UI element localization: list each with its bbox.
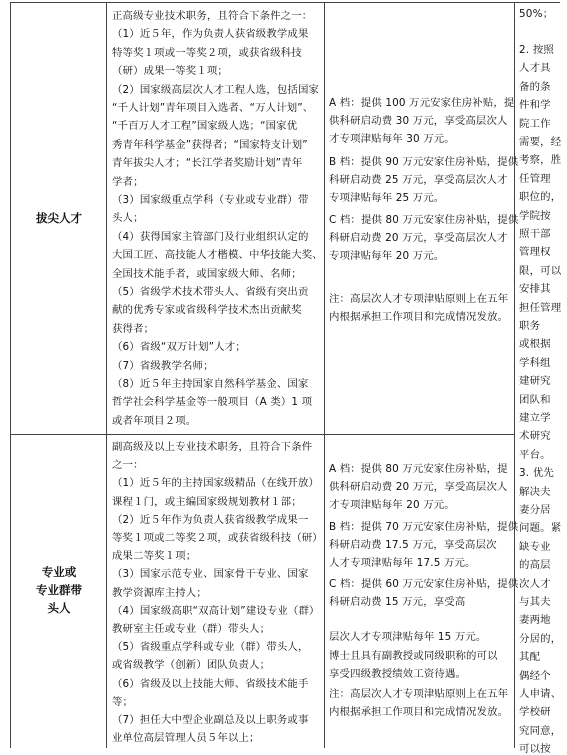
text-line: 哲学社会科学基金等一般项目（A 类）1 项 [112, 396, 313, 409]
category-line: 头人 [47, 601, 71, 615]
note-line: 职务 [519, 320, 541, 332]
text-line: （2）国家级高层次人才工程人选，包括国家 [112, 83, 320, 96]
text-line: （2）近５年作为负责人获省级教学成果一 [112, 513, 309, 526]
text-line: 博士且具有副教授或同级职称的可以 [329, 650, 498, 662]
text-line: 科研启动费 25 万元，享受高层次人才 [329, 174, 508, 186]
text-line: A 档：提供 80 万元安家住房补贴，提 [329, 463, 508, 475]
text-line: 科研启动费 15 万元，享受高 [329, 596, 466, 608]
note-line: 妻两地 [519, 614, 551, 627]
note-line: 究同意， [519, 724, 562, 737]
note-line: 解决夫 [519, 485, 551, 498]
text-line: （6）省级及以上技能大师、省级技术能手 [112, 677, 309, 690]
text-line: 等； [112, 695, 134, 708]
text-line: （5）省级重点学科或专业（群）带头人， [112, 641, 309, 654]
note-line: 管理权 [519, 246, 551, 259]
text-line: 特等奖１项或一等奖２项，或获省级科技 [112, 46, 302, 59]
note-line: 平台。 [519, 448, 551, 461]
text-line: 正高级专业技术职务，且符合下条件之一： [112, 10, 313, 22]
note-line: 学校研 [519, 706, 551, 719]
text-line: 专项津贴每年 25 万元。 [329, 192, 445, 204]
note-line: 任管理 [519, 172, 551, 185]
note-line: 考察，胜 [519, 154, 562, 167]
text-line: 之一： [112, 459, 144, 472]
text-line: （1）近５年，作为负责人获省级教学成果 [112, 28, 309, 41]
note-line: 团队和 [519, 393, 551, 406]
text-line: 大国工匠、高技能人才楷模、中华技能大奖、 [112, 249, 323, 262]
note-line: 50%； [519, 8, 554, 20]
text-line: 全国技术能手者，或国家级大师、名师； [112, 267, 302, 280]
text-line: “千人计划”青年项目入选者、“万人计划”、 [112, 102, 314, 114]
text-line: 副高级及以上专业技术职务，且符合下条件 [112, 441, 313, 453]
note-line: 件和学 [519, 99, 551, 112]
text-line: 人才专项津贴每年 17.5 万元。 [329, 557, 476, 569]
note-line: 问题。紧 [519, 522, 562, 535]
category-cell: 拔尖人才 [36, 211, 82, 225]
note-line: 照干部 [519, 228, 551, 240]
text-line: 科研启动费 17.5 万元，享受高层次 [329, 539, 497, 551]
text-line: 供科研启动费 30 万元，享受高层次人 [329, 115, 508, 127]
note-line: 偶经个 [519, 669, 551, 682]
note-line: 担任管理 [519, 301, 562, 314]
category-cell [18, 563, 100, 617]
text-line: 才专项津贴每年 20 万元。 [329, 499, 455, 511]
text-line: （3）国家级重点学科（专业或专业群）带 [112, 194, 309, 206]
note-line: 院工作 [519, 117, 551, 130]
text-line: 内根据承担工作项目和完成情况发放。 [329, 706, 509, 718]
text-line: 层次人才专项津贴每年 15 万元。 [329, 631, 487, 643]
text-line: （7）担任大中型企业副总及以上职务或事 [112, 714, 309, 726]
text-line: （4）获得国家主管部门及行业组织认定的 [112, 230, 309, 243]
note-line: 的高层 [519, 559, 551, 572]
text-line: （5）省级学术技术带头人、省级有突出贡 [112, 286, 309, 298]
text-line: 教学资源库主持人； [112, 586, 207, 599]
text-line: （8）近５年主持国家自然科学基金、国家 [112, 378, 309, 390]
text-line: C 档：提供 60 万元安家住房补贴，提供 [329, 578, 519, 590]
note-line: 学院按 [519, 209, 551, 222]
text-line: 才专项津贴每年 30 万元。 [329, 133, 455, 145]
note-line: 需要，经 [519, 136, 562, 148]
text-line: 教研室主任或专业（群）带头人； [112, 623, 271, 635]
text-line: （6）省级“双万计划”人才； [112, 341, 246, 354]
note-line: 人才具 [519, 62, 551, 75]
text-line: 专项津贴每年 20 万元。 [329, 250, 445, 262]
note-line: 或根据 [519, 338, 551, 351]
text-line: C 档：提供 80 万元安家住房补贴，提供 [329, 214, 519, 226]
text-line: 业单位高层管理人员５年以上； [112, 732, 260, 745]
note-line: 职位的， [519, 191, 562, 204]
text-line: A 档：提供 100 万元安家住房补贴，提 [329, 97, 515, 109]
text-line: 科研启动费 20 万元，享受高层次人才 [329, 232, 508, 244]
text-line: 献的优秀专家或省级科学技术杰出贡献奖 [112, 304, 302, 317]
row-divider [10, 434, 515, 435]
note-line: 3. 优先 [519, 467, 554, 480]
note-line: 备的条 [519, 80, 551, 93]
text-line: （研）成果一等奖１项； [112, 65, 228, 78]
text-line: 获得者； [112, 322, 155, 335]
text-line: （7）省级教学名师； [112, 359, 214, 372]
text-line: 注：高层次人才专项津贴原则上在五年 [329, 293, 509, 305]
text-line: （1）近５年的主持国家级精品（在线开放） [112, 477, 320, 490]
note-line: 限，可以 [519, 264, 562, 277]
note-line: 术研究 [519, 430, 551, 443]
note-line: 与其夫 [519, 596, 551, 608]
note-line: 可以按 [519, 743, 551, 755]
text-line: 或者年项目２项。 [112, 414, 197, 427]
note-line: 安排其 [519, 283, 551, 296]
text-line: “千百万人才工程”国家级人选；“国家优 [112, 120, 298, 133]
text-line: 头人； [112, 212, 144, 225]
text-line: 或省级教学（创新）团队负责人； [112, 659, 271, 672]
note-line: 次人才 [519, 577, 551, 590]
note-line: 其配 [519, 651, 541, 664]
note-line: 建立学 [519, 412, 551, 424]
note-line: 建研究 [519, 375, 551, 388]
text-line: 成果二等奖１项； [112, 550, 197, 563]
text-line: （4）国家级高职“双高计划”建设专业（群） [112, 604, 320, 617]
text-line: 学者； [112, 175, 144, 188]
note-line: 人申请、 [519, 688, 562, 700]
category-line: 专业或 [41, 565, 77, 579]
note-line: 2. 按照 [519, 44, 554, 56]
text-line: 享受四级教授绩效工资待遇。 [329, 668, 467, 680]
text-line: 内根据承担工作项目和完成情况发放。 [329, 311, 509, 323]
note-line: 妻分居 [519, 504, 551, 516]
text-line: （3）国家示范专业、国家骨干专业、国家 [112, 568, 309, 581]
text-line: B 档：提供 90 万元安家住房补贴，提供 [329, 156, 519, 168]
note-line: 学科组 [519, 356, 551, 369]
text-line: 供科研启动费 20 万元，享受高层次人 [329, 481, 508, 493]
text-line: 注：高层次人才专项津贴原则上在五年 [329, 688, 509, 700]
note-line: 缺专业 [519, 540, 551, 553]
note-line: 分居的， [519, 632, 562, 645]
text-line: 秀青年科学基金”获得者；“国家特支计划” [112, 138, 308, 151]
text-line: 等奖１项或二等奖２项，或获省级科技（研） [112, 532, 323, 544]
text-line: B 档：提供 70 万元安家住房补贴，提供 [329, 521, 519, 533]
category-line: 专业群带 [36, 583, 82, 597]
text-line: 课程１门，或主编国家级规划教材１部； [112, 495, 302, 508]
text-line: 青年拔尖人才；“长江学者奖励计划”青年 [112, 157, 303, 170]
